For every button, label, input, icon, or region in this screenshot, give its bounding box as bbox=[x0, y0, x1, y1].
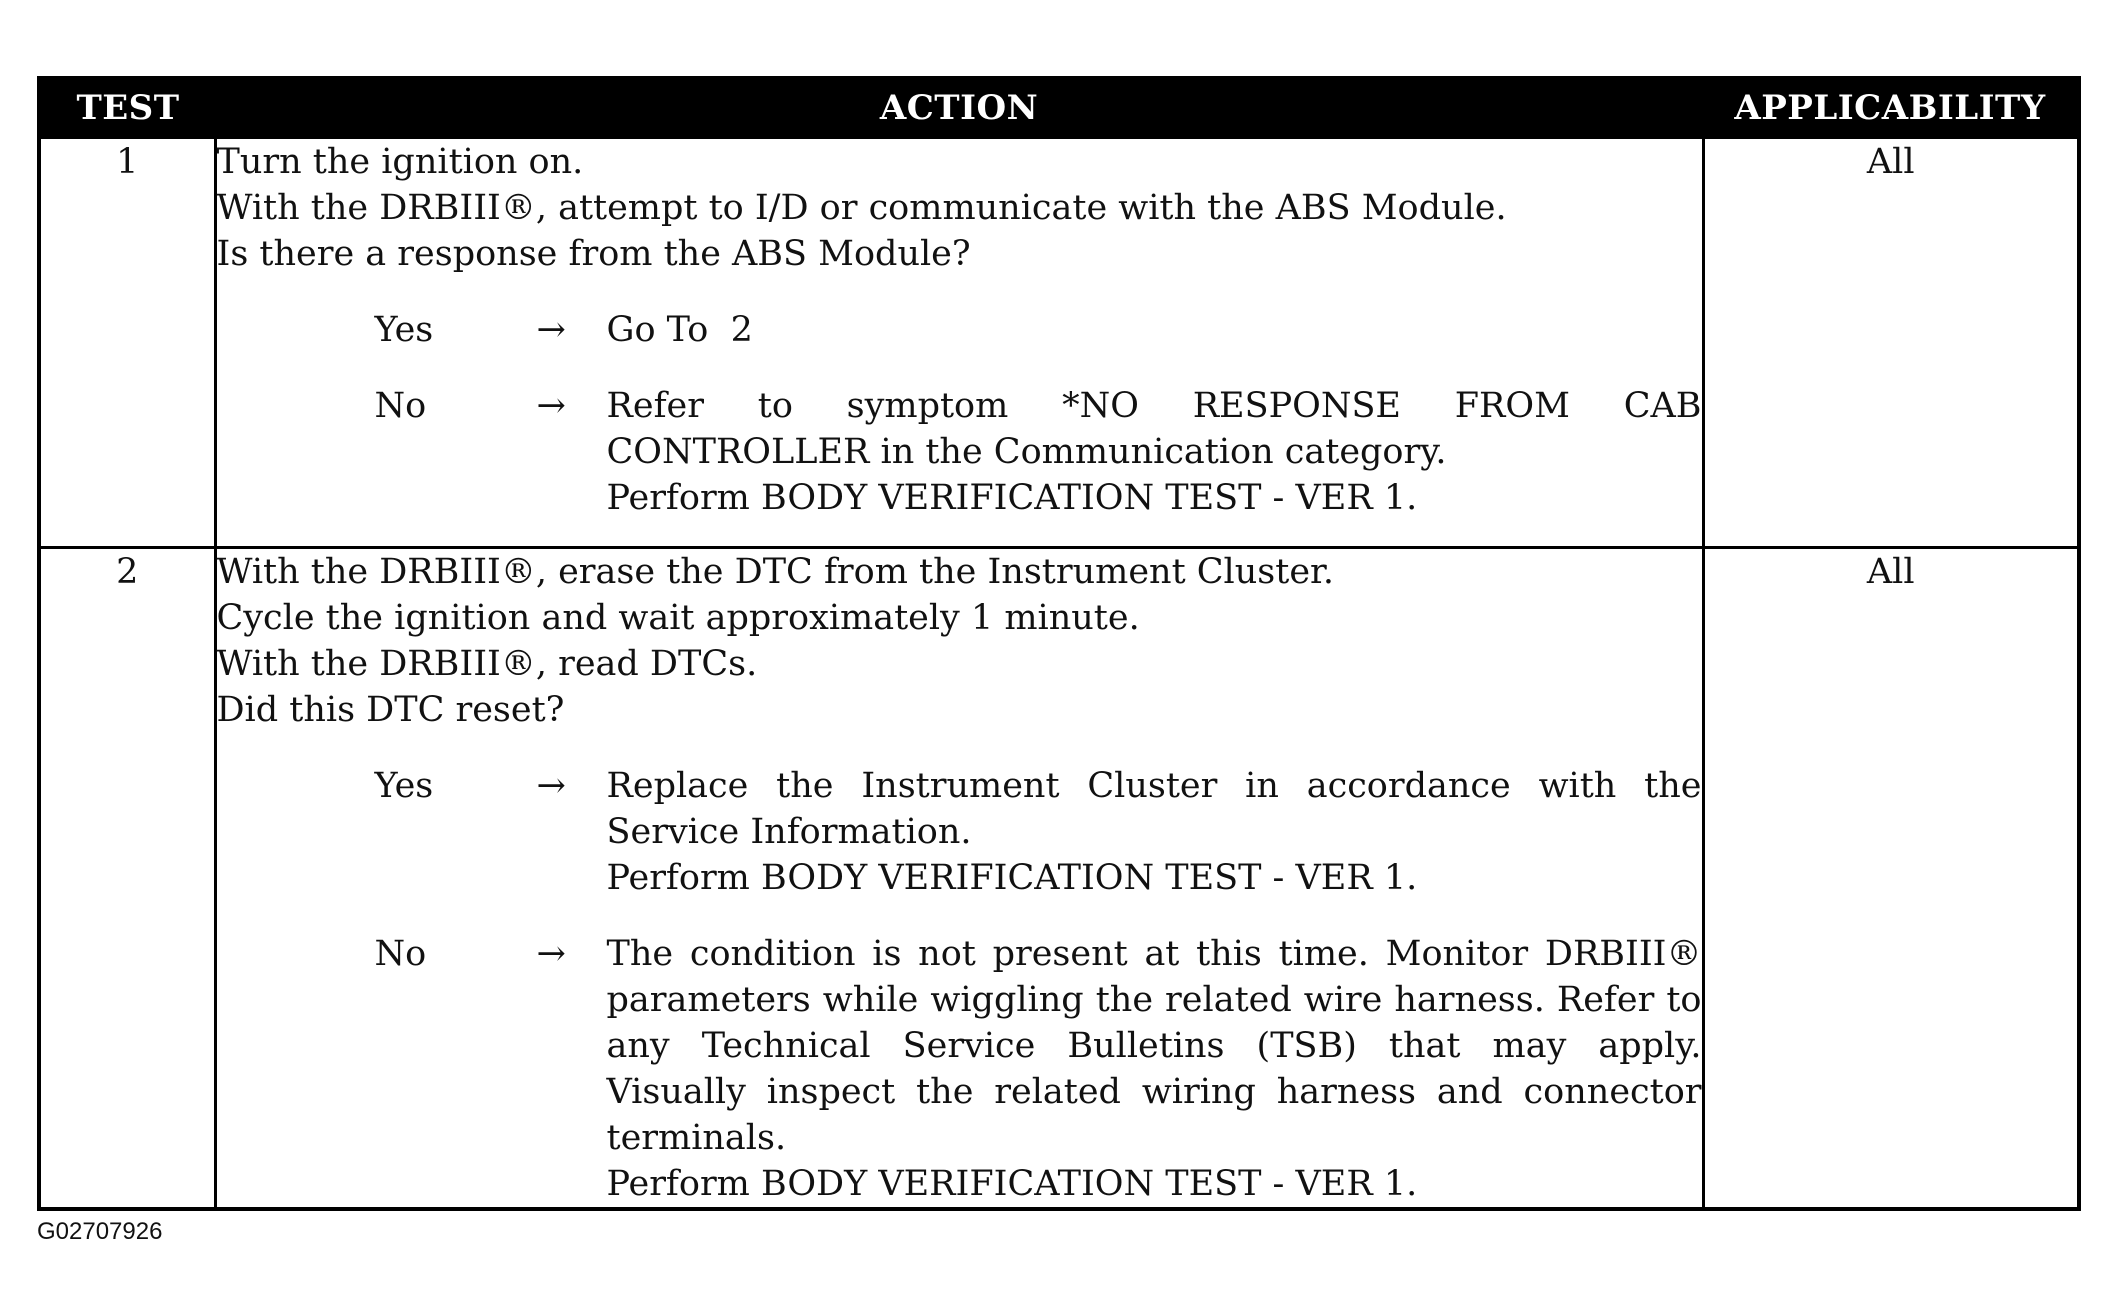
no-label: No bbox=[374, 386, 427, 426]
yes-branch bbox=[217, 307, 1702, 353]
right-arrow-icon: → bbox=[536, 766, 566, 806]
applicability-value: All bbox=[1703, 138, 2079, 548]
header-test: TEST bbox=[39, 78, 215, 138]
applicability-value: All bbox=[1703, 548, 2079, 1210]
yes-label: Yes bbox=[374, 766, 434, 806]
action-line: With the DRBIII®, erase the DTC from the Instrument Cluster. bbox=[216, 552, 1335, 592]
right-arrow-icon: → bbox=[536, 386, 566, 426]
no-result bbox=[607, 931, 1702, 1207]
table-row bbox=[39, 138, 2079, 548]
result-line: Go To 2 bbox=[606, 310, 753, 350]
result-line: The condition is not present at this time. Monitor DRBIII® parameters while wiggling the related wire harness. Refer to any Technical Service Bulletins (TSB) that may apply. Visually inspect the related wiring harness and connector terminals. bbox=[606, 934, 1702, 1158]
result-line: Replace the Instrument Cluster in accordance with the Service Information. bbox=[606, 766, 1702, 852]
action-line: Did this DTC reset? bbox=[216, 690, 565, 730]
test-number: 1 bbox=[39, 138, 215, 548]
yes-result bbox=[607, 763, 1702, 901]
action-cell bbox=[215, 548, 1703, 1210]
action-line: With the DRBIII®, attempt to I/D or communicate with the ABS Module. bbox=[216, 188, 1507, 228]
figure-id: G02707926 bbox=[37, 1218, 163, 1245]
table-header-row bbox=[39, 78, 2079, 138]
header-applicability: APPLICABILITY bbox=[1703, 78, 2079, 138]
no-branch bbox=[217, 383, 1702, 521]
table-row bbox=[39, 548, 2079, 1210]
yes-branch bbox=[217, 763, 1702, 901]
action-line: Cycle the ignition and wait approximately 1 minute. bbox=[216, 598, 1140, 638]
action-line: Is there a response from the ABS Module? bbox=[216, 234, 971, 274]
result-line: Perform BODY VERIFICATION TEST - VER 1. bbox=[606, 858, 1418, 898]
action-line: With the DRBIII®, read DTCs. bbox=[216, 644, 758, 684]
no-result bbox=[607, 383, 1702, 521]
yes-label: Yes bbox=[374, 310, 434, 350]
action-line: Turn the ignition on. bbox=[216, 142, 584, 182]
test-number: 2 bbox=[39, 548, 215, 1210]
action-cell bbox=[215, 138, 1703, 548]
right-arrow-icon: → bbox=[536, 310, 566, 350]
no-label: No bbox=[374, 934, 427, 974]
header-action: ACTION bbox=[215, 78, 1703, 138]
no-branch bbox=[217, 931, 1702, 1207]
result-line: Perform BODY VERIFICATION TEST - VER 1. bbox=[606, 1164, 1418, 1204]
result-line: Refer to symptom *NO RESPONSE FROM CAB CONTROLLER in the Communication category. bbox=[606, 386, 1702, 472]
diagnostic-test-table bbox=[37, 76, 2081, 1211]
right-arrow-icon: → bbox=[536, 934, 566, 974]
result-line: Perform BODY VERIFICATION TEST - VER 1. bbox=[606, 478, 1418, 518]
yes-result bbox=[607, 307, 1702, 353]
